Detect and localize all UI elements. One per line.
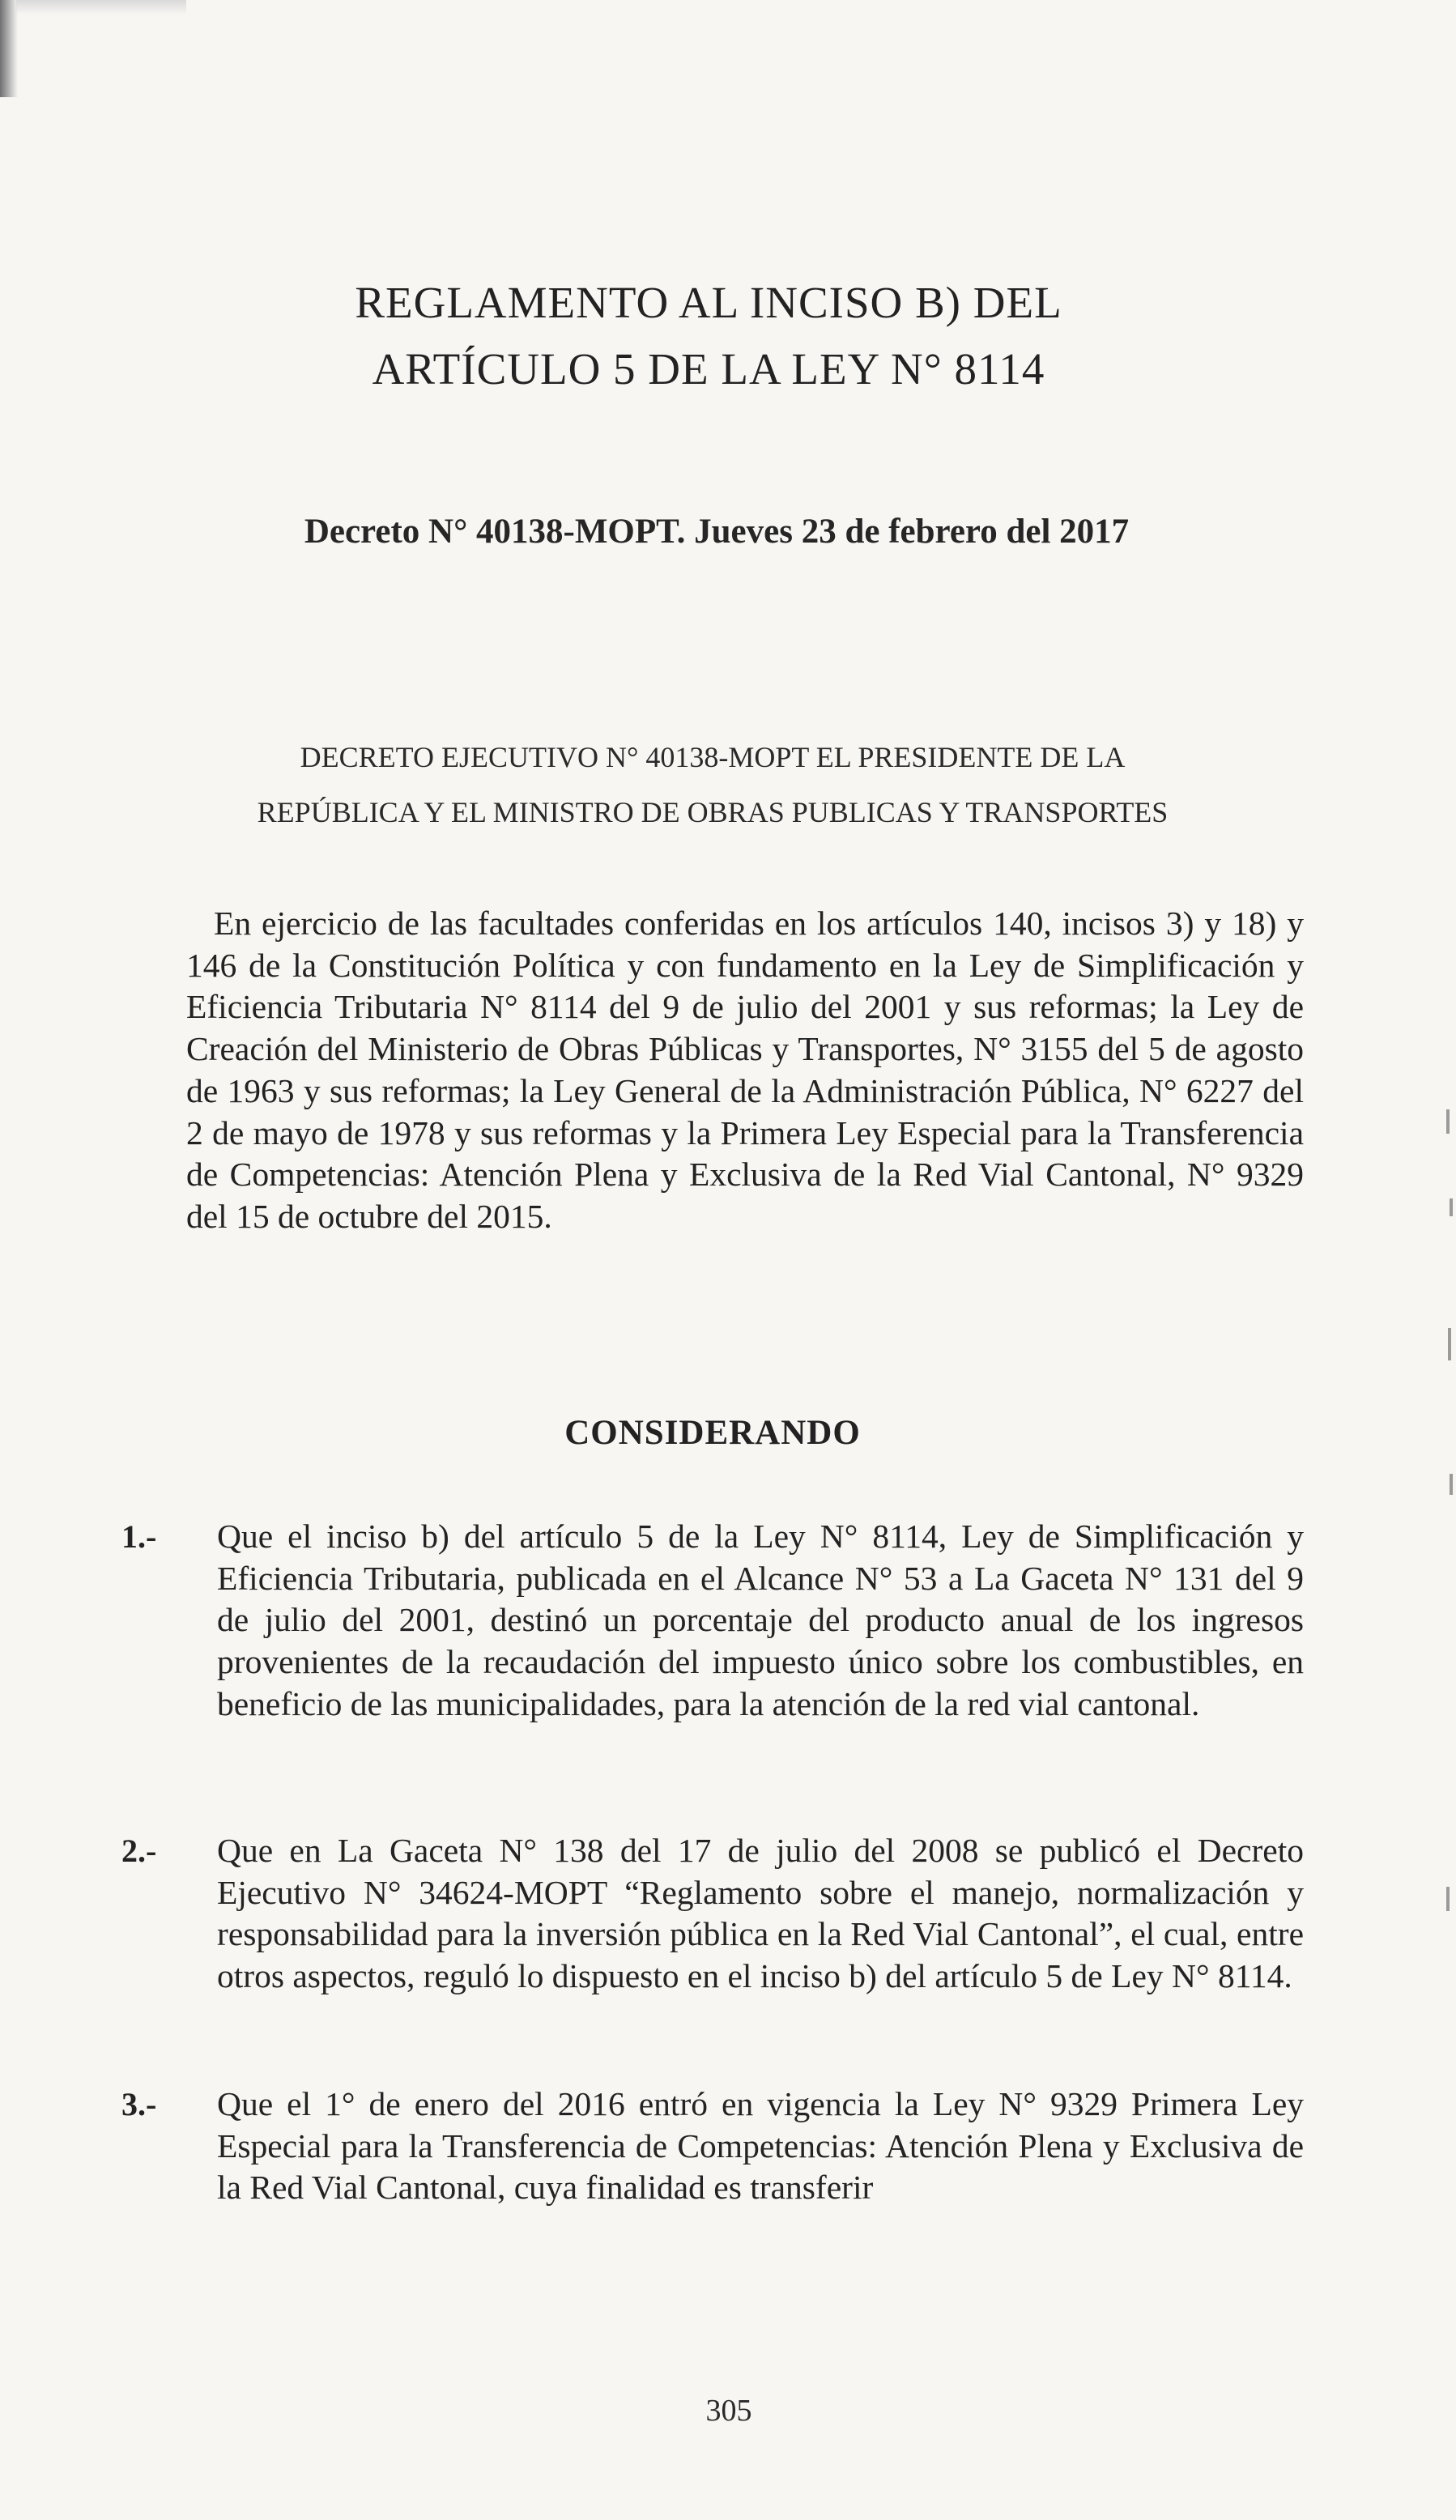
considerando-text: Que en La Gaceta N° 138 del 17 de julio del 2008 se publicó el Decreto Ejecutivo N° 34624-MOPT “Reglamento sobre el manejo, normalización y responsabilidad para la inversión pública en la Red Vial Cantonal”, el cual, entre otros aspectos, reguló lo dispuesto en el inciso b) del artículo 5 de Ley N° 8114. xyxy=(217,1832,1304,1995)
page-number: 305 xyxy=(705,2394,752,2428)
document-title-line-1: REGLAMENTO AL INCISO B) DEL xyxy=(355,278,1062,327)
considerando-number: 1.- xyxy=(121,1518,157,1555)
executive-decree-header-line-1: DECRETO EJECUTIVO N° 40138-MOPT EL PRESIDENTE DE LA xyxy=(300,741,1126,773)
considerando-number: 3.- xyxy=(121,2086,157,2122)
considerando-heading: CONSIDERANDO xyxy=(564,1414,861,1452)
scan-speck xyxy=(1446,1887,1450,1911)
decree-reference: Decreto N° 40138-MOPT. Jueves 23 de febrero del 2017 xyxy=(304,513,1130,551)
scan-speck xyxy=(1450,1198,1453,1216)
document-title-line-2: ARTÍCULO 5 DE LA LEY N° 8114 xyxy=(372,344,1045,394)
preamble-text: En ejercicio de las facultades conferidas en los artículos 140, incisos 3) y 18) y 146 de la Constitución Política y con fundamento en la Ley de Simplificación y Eficiencia Tributaria N° 8114 del 9 de julio del 2001 y sus reformas; la Ley de Creación del Ministerio de Obras Públicas y Transportes, N° 3155 del 5 de agosto de 1963 y sus reformas; la Ley General de la Administración Pública, N° 6227 del 2 de mayo de 1978 y sus reformas y la Primera Ley Especial para la Transferencia de Competencias: Atención Plena y Exclusiva de la Red Vial Cantonal, N° 9329 del 15 de octubre del 2015. xyxy=(186,905,1304,1235)
scan-top-shadow xyxy=(16,0,186,15)
considerando-number: 2.- xyxy=(121,1833,157,1869)
scan-speck xyxy=(1448,1328,1451,1360)
considerando-text: Que el 1° de enero del 2016 entró en vigencia la Ley N° 9329 Primera Ley Especial para la Transferencia de Competencias: Atención Plena y Exclusiva de la Red Vial Cantonal, cuya finalidad es transferir xyxy=(217,2085,1304,2207)
scan-edge-shadow xyxy=(0,0,18,97)
scan-speck xyxy=(1450,1474,1453,1495)
executive-decree-header-line-2: REPÚBLICA Y EL MINISTRO DE OBRAS PUBLICAS Y TRANSPORTES xyxy=(257,796,1169,828)
scan-speck xyxy=(1446,1109,1450,1134)
preamble-paragraph xyxy=(186,903,1304,1238)
considerando-text: Que el inciso b) del artículo 5 de la Ley N° 8114, Ley de Simplificación y Eficiencia Tributaria, publicada en el Alcance N° 53 a La Gaceta N° 131 del 9 de julio del 2001, destinó un porcentaje del producto anual de los ingresos provenientes de la recaudación del impuesto único sobre los combustibles, en beneficio de las municipalidades, para la atención de la red vial cantonal. xyxy=(217,1518,1304,1722)
